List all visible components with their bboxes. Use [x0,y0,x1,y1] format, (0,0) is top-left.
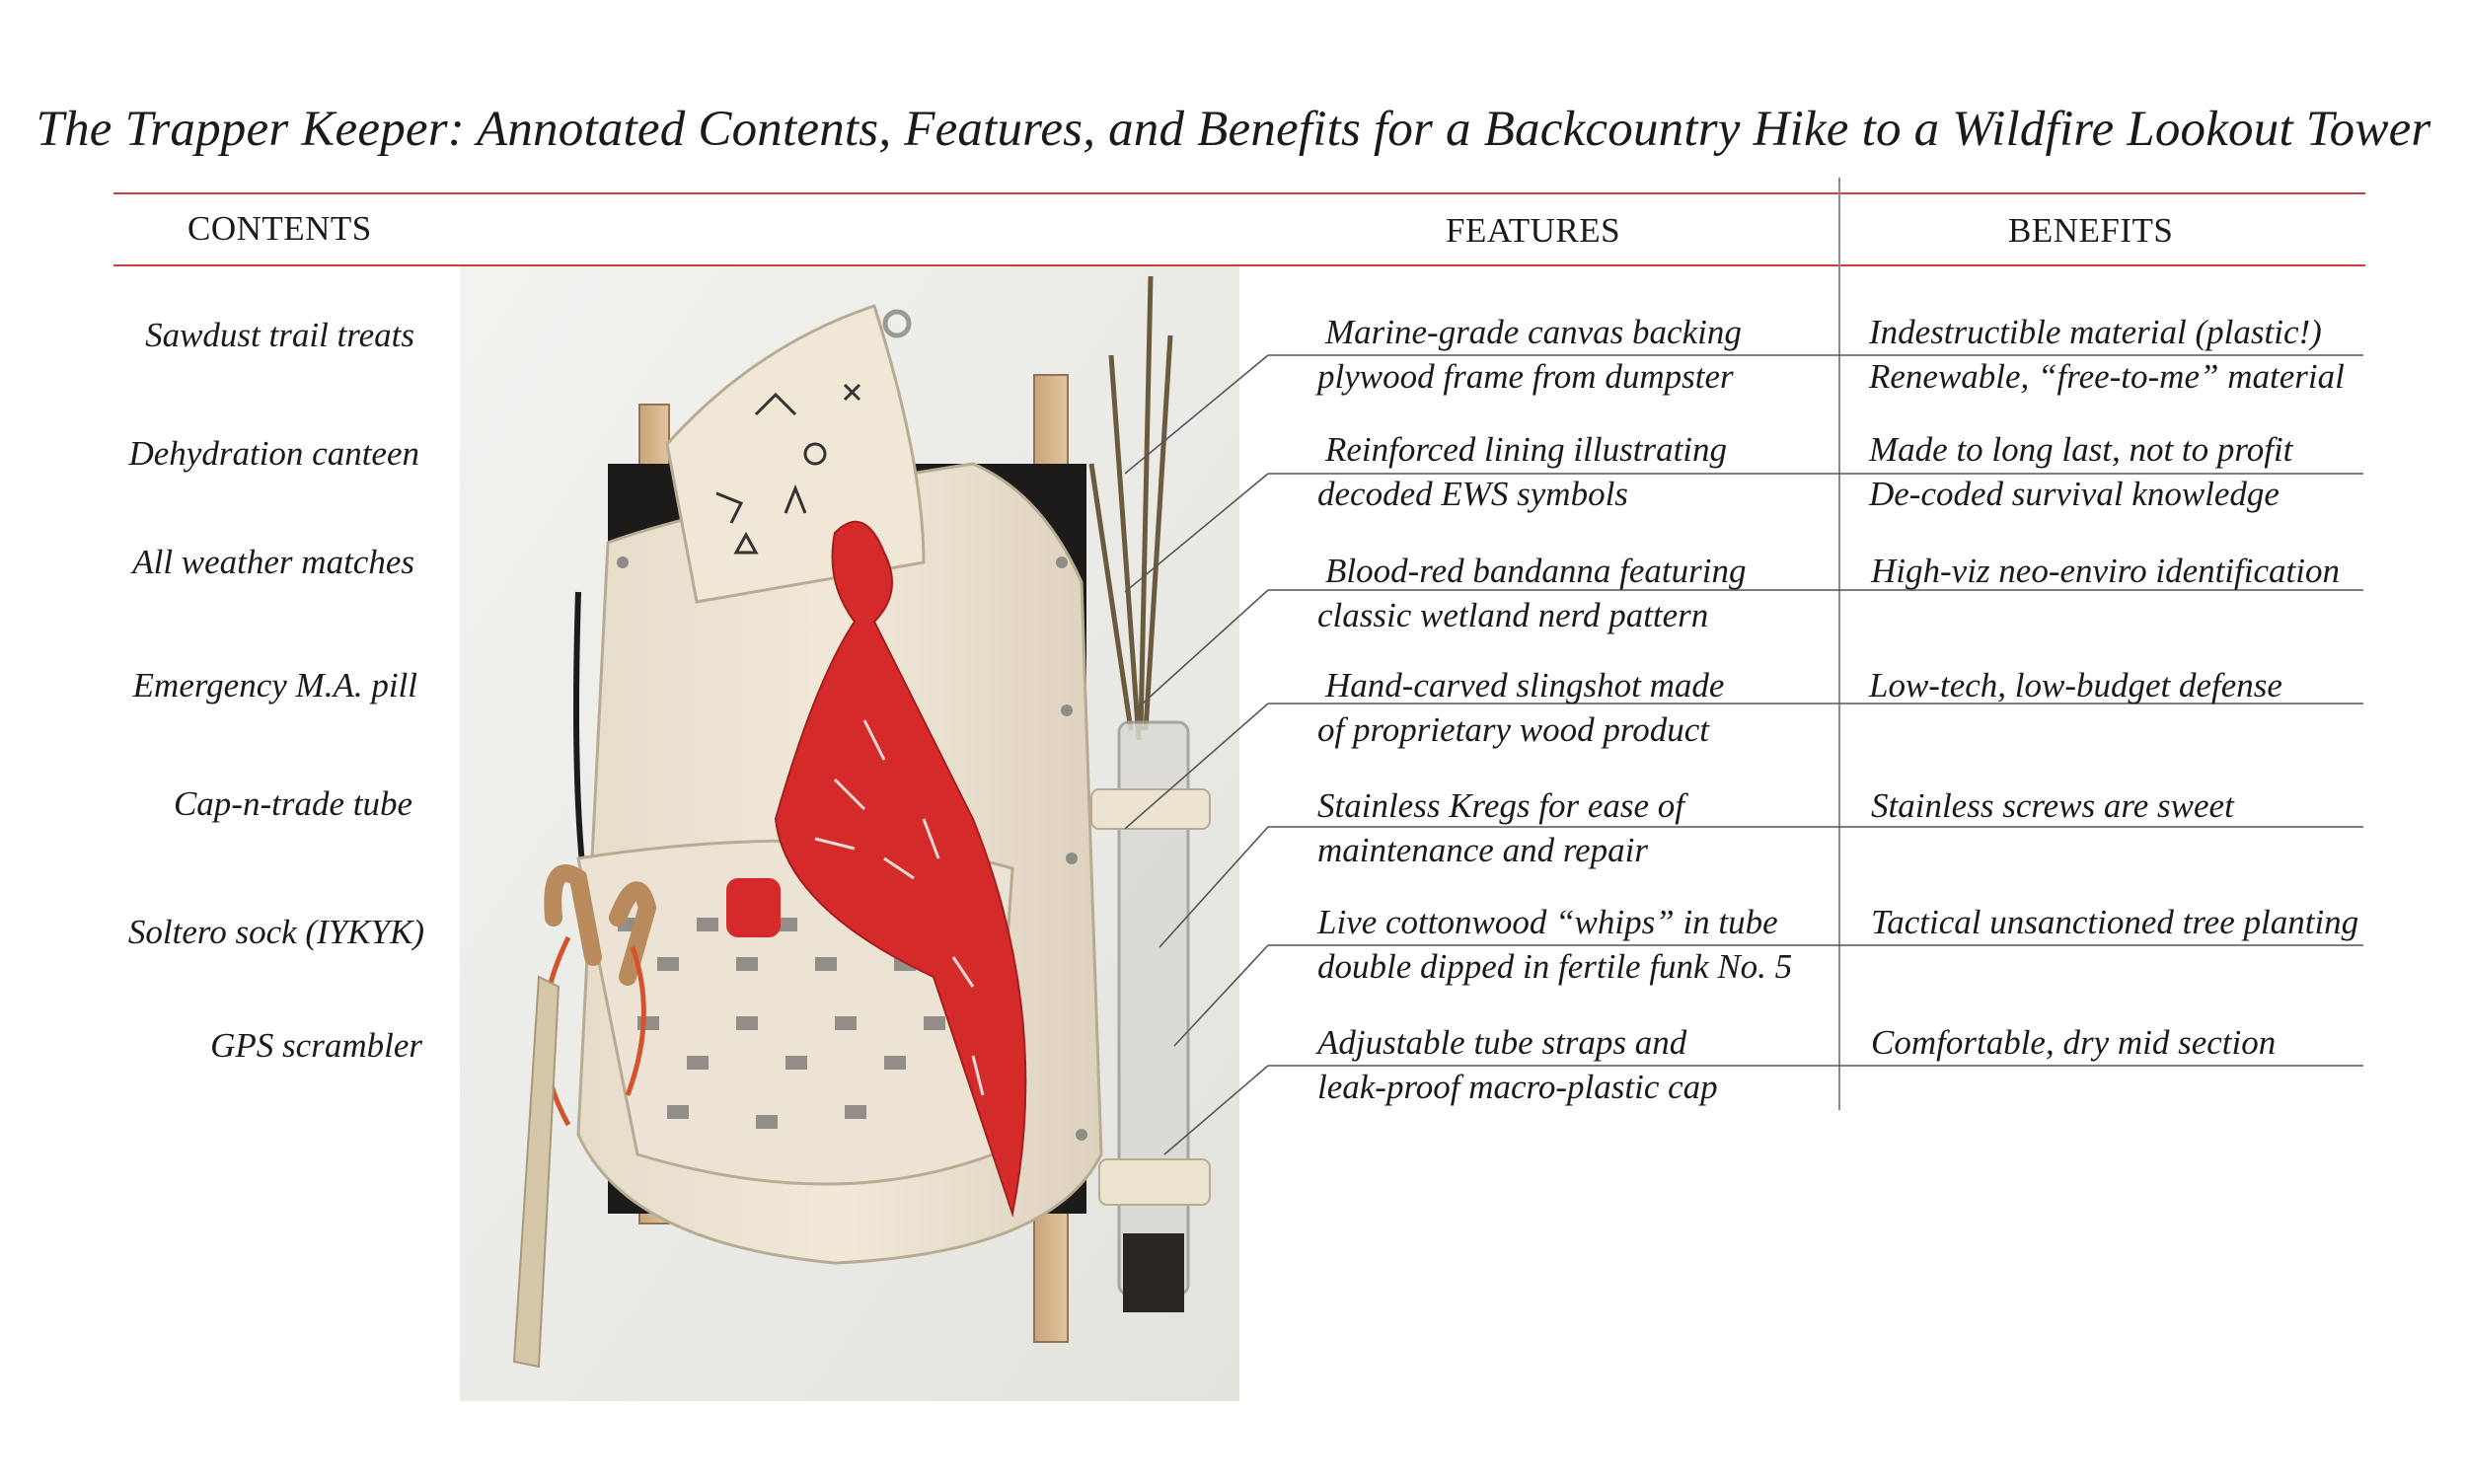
feature-line1: Stainless Kregs for ease of [1317,786,1685,825]
benefit-line1: Made to long last, not to profit [1869,430,2293,469]
header-bottom-rule [113,264,2365,266]
feature-line1: Marine-grade canvas backing [1325,313,1742,351]
feature-line2: classic wetland nerd pattern [1317,596,1709,634]
benefit-line1: Stainless screws are sweet [1871,786,2234,825]
features-header: FEATURES [1446,211,1621,250]
benefits-header: BENEFITS [2008,211,2174,250]
contents-item: Soltero sock (IYKYK) [127,913,424,951]
feature-line1: Adjustable tube straps and [1317,1023,1687,1062]
feature-line1: Reinforced lining illustrating [1325,430,1728,469]
feature-line2: decoded EWS symbols [1317,475,1628,513]
benefit-line1: High-viz neo-enviro identification [1871,552,2340,590]
contents-item: All weather matches [132,543,414,581]
benefit-line2: De-coded survival knowledge [1869,475,2280,513]
benefit-line1: Tactical unsanctioned tree planting [1871,903,2359,941]
contents-item: GPS scrambler [210,1026,422,1065]
benefit-line1: Comfortable, dry mid section [1871,1023,2277,1062]
backpack-photo [460,266,1239,1401]
benefit-line1: Indestructible material (plastic!) [1869,313,2322,351]
feature-line1: Blood-red bandanna featuring [1325,552,1747,590]
contents-item: Sawdust trail treats [145,316,414,354]
backpack-illustration [460,266,1239,1401]
contents-header: CONTENTS [187,209,372,248]
feature-line2: plywood frame from dumpster [1317,357,1734,396]
feature-line1: Hand-carved slingshot made [1325,666,1725,705]
feature-line2: maintenance and repair [1317,831,1649,869]
features-benefits-divider [1838,178,1840,1110]
header-top-rule [113,192,2365,194]
benefit-line2: Renewable, “free-to-me” material [1869,357,2345,396]
feature-line2: of proprietary wood product [1317,710,1709,749]
feature-line2: leak-proof macro-plastic cap [1317,1068,1718,1106]
feature-line2: double dipped in fertile funk No. 5 [1317,947,1793,986]
contents-item: Emergency M.A. pill [132,666,417,705]
benefit-line1: Low-tech, low-budget defense [1869,666,2282,705]
feature-line1: Live cottonwood “whips” in tube [1317,903,1778,941]
contents-item: Dehydration canteen [128,434,419,473]
contents-item: Cap-n-trade tube [173,784,412,823]
page-title: The Trapper Keeper: Annotated Contents, Features, and Benefits for a Backcountry Hike to a Wildfire Lookout Tower [36,102,2431,157]
